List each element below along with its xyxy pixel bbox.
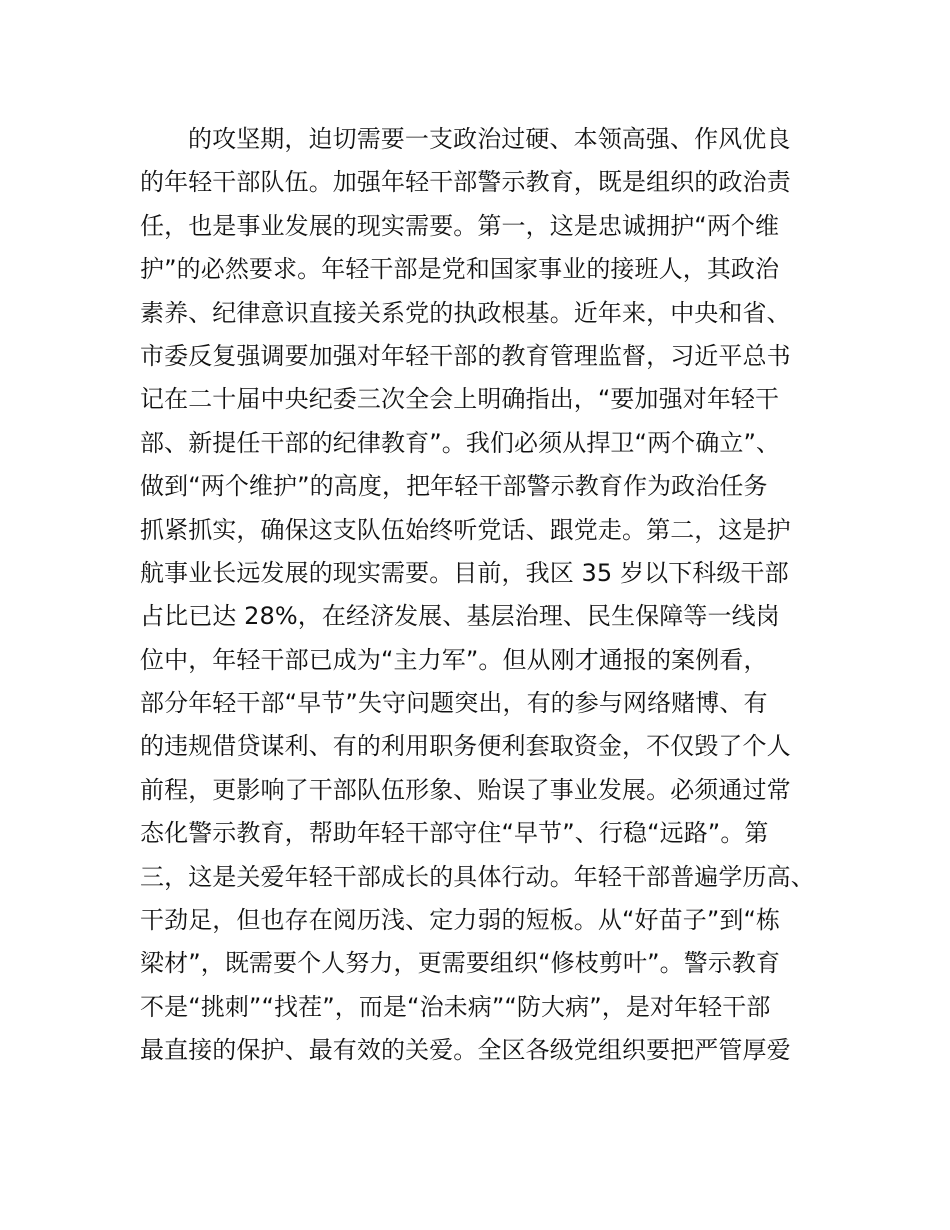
text-line: 任，也是事业发展的现实需要。第一，这是忠诚拥护“两个维 (140, 211, 780, 240)
body-text (140, 118, 840, 1073)
text-line: 位中，年轻干部已成为“主力军”。但从刚才通报的案例看， (140, 645, 768, 674)
text-line: 市委反复强调要加强对年轻干部的教育管理监督，习近平总书 (140, 341, 791, 370)
text-line: 干劲足，但也存在阅历浅、定力弱的短板。从“好苗子”到“栋 (140, 906, 781, 935)
text-line: 素养、纪律意识直接关系党的执政根基。近年来，中央和省、 (140, 298, 791, 327)
text-line: 航事业长远发展的现实需要。目前，我区 35 岁以下科级干部 (140, 558, 789, 587)
text-line: 部、新提任干部的纪律教育”。我们必须从捍卫“两个确立”、 (140, 428, 781, 457)
text-line: 的违规借贷谋利、有的利用职务便利套取资金，不仅毁了个人 (140, 732, 791, 761)
text-line: 做到“两个维护”的高度，把年轻干部警示教育作为政治任务 (140, 472, 768, 501)
text-line: 部分年轻干部“早节”失守问题突出，有的参与网络赌博、有 (140, 689, 768, 718)
text-line: 的年轻干部队伍。加强年轻干部警示教育，既是组织的政治责 (140, 168, 791, 197)
text-line: 态化警示教育，帮助年轻干部守住“早节”、行稳“远路”。第 (140, 819, 769, 848)
text-line: 占比已达 28%，在经济发展、基层治理、民生保障等一线岗 (140, 602, 780, 631)
text-line: 不是“挑刺”“找茬”，而是“治未病”“防大病”，是对年轻干部 (140, 992, 771, 1021)
text-line: 梁材”，既需要个人努力，更需要组织“修枝剪叶”。警示教育 (140, 949, 781, 978)
text-line: 前程，更影响了干部队伍形象、贻误了事业发展。必须通过常 (140, 775, 791, 804)
text-line: 最直接的保护、最有效的关爱。全区各级党组织要把严管厚爱 (140, 1036, 791, 1065)
text-line: 抓紧抓实，确保这支队伍始终听党话、跟党走。第二，这是护 (140, 515, 791, 544)
text-line: 护”的必然要求。年轻干部是党和国家事业的接班人，其政治 (140, 255, 780, 284)
text-line: 三，这是关爱年轻干部成长的具体行动。年轻干部普遍学历高、 (140, 862, 815, 891)
text-line: 的攻坚期，迫切需要一支政治过硬、本领高强、作风优良 (188, 125, 791, 153)
text-line: 记在二十届中央纪委三次全会上明确指出，“要加强对年轻干 (140, 385, 780, 414)
